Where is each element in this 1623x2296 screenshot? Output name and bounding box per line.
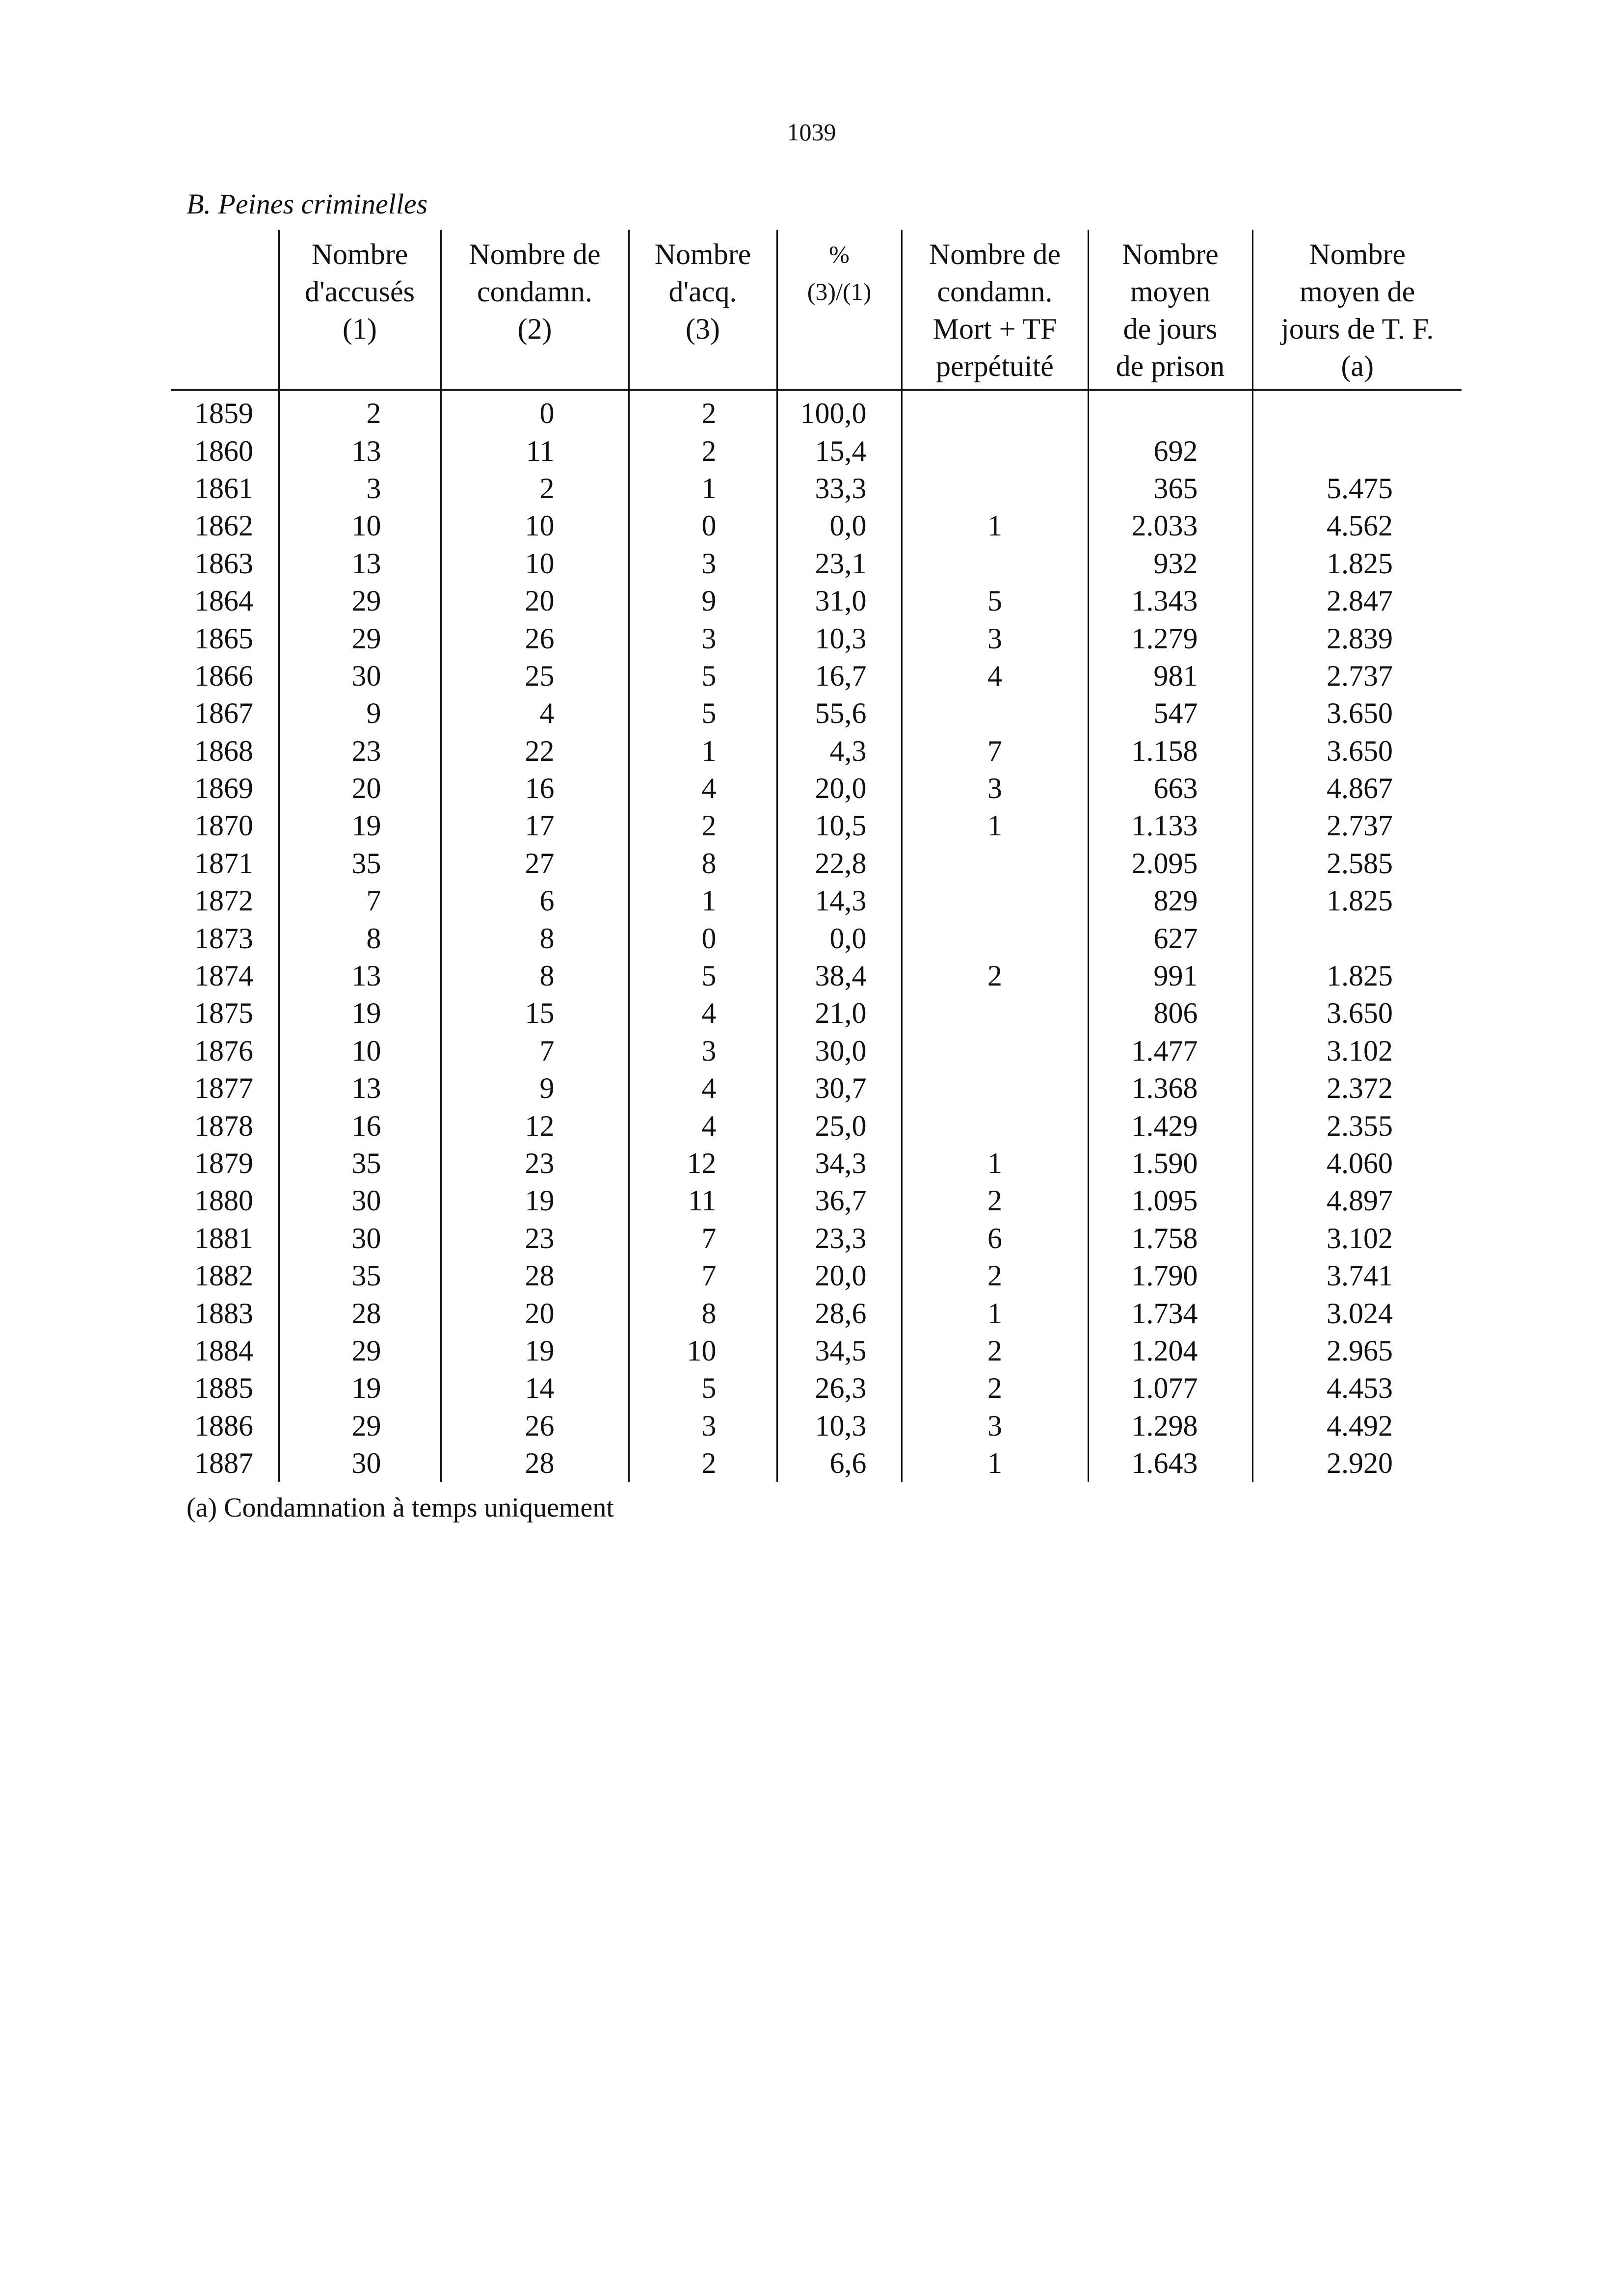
cell-nombre-acquittes: 5	[629, 1369, 777, 1407]
cell-pourcentage: 4,3	[777, 732, 902, 770]
cell-jours-tf	[1252, 390, 1462, 432]
table-row	[171, 770, 1462, 807]
cell-nombre-accuses: 16	[279, 1107, 441, 1144]
cell-jours-tf: 2.737	[1252, 807, 1462, 844]
section-title: B. Peines criminelles	[186, 188, 428, 220]
cell-jours-prison: 806	[1088, 994, 1252, 1032]
footnote: (a) Condamnation à temps uniquement	[186, 1493, 614, 1523]
table-row	[171, 845, 1462, 882]
cell-nombre-condamnes: 27	[441, 845, 629, 882]
cell-nombre-accuses: 30	[279, 1444, 441, 1482]
cell-mort-tf-perpetuite	[902, 994, 1088, 1032]
cell-year: 1864	[194, 585, 253, 617]
table-row	[171, 1294, 1462, 1332]
cell-year: 1870	[194, 809, 253, 842]
cell-year: 1859	[194, 397, 253, 430]
cell-nombre-accuses: 29	[279, 1332, 441, 1369]
cell-nombre-accuses: 3	[279, 470, 441, 507]
cell-year: 1875	[194, 997, 253, 1030]
cell-pourcentage: 6,6	[777, 1444, 902, 1482]
cell-nombre-condamnes: 12	[441, 1107, 629, 1144]
cell-jours-prison: 365	[1088, 470, 1252, 507]
cell-pourcentage: 38,4	[777, 957, 902, 994]
cell-jours-tf: 2.355	[1252, 1107, 1462, 1144]
cell-mort-tf-perpetuite: 2	[902, 1332, 1088, 1369]
table-row	[171, 619, 1462, 657]
cell-pourcentage: 100,0	[777, 390, 902, 432]
cell-jours-tf: 3.650	[1252, 694, 1462, 732]
cell-nombre-condamnes: 10	[441, 507, 629, 544]
table-row	[171, 582, 1462, 619]
cell-nombre-acquittes: 5	[629, 957, 777, 994]
cell-year: 1871	[194, 847, 253, 880]
header-pourcentage: % (3)/(1)	[777, 230, 902, 390]
cell-mort-tf-perpetuite	[902, 470, 1088, 507]
cell-nombre-accuses: 23	[279, 732, 441, 770]
cell-pourcentage: 21,0	[777, 994, 902, 1032]
cell-year: 1873	[194, 922, 253, 955]
cell-pourcentage: 15,4	[777, 432, 902, 469]
table-row	[171, 1407, 1462, 1444]
cell-pourcentage: 16,7	[777, 657, 902, 694]
cell-year: 1874	[194, 960, 253, 992]
cell-pourcentage: 10,5	[777, 807, 902, 844]
table-row	[171, 507, 1462, 544]
cell-pourcentage: 22,8	[777, 845, 902, 882]
cell-nombre-accuses: 30	[279, 657, 441, 694]
cell-jours-prison: 1.477	[1088, 1032, 1252, 1069]
cell-nombre-acquittes: 11	[629, 1182, 777, 1219]
cell-jours-prison: 1.590	[1088, 1145, 1252, 1182]
cell-year: 1866	[194, 659, 253, 692]
cell-jours-tf: 1.825	[1252, 545, 1462, 582]
cell-nombre-accuses: 10	[279, 1032, 441, 1069]
cell-nombre-acquittes: 4	[629, 770, 777, 807]
cell-jours-tf: 4.562	[1252, 507, 1462, 544]
cell-jours-prison: 1.343	[1088, 582, 1252, 619]
table-row	[171, 1145, 1462, 1182]
cell-nombre-acquittes: 2	[629, 1444, 777, 1482]
cell-jours-tf: 3.102	[1252, 1032, 1462, 1069]
cell-nombre-condamnes: 11	[441, 432, 629, 469]
cell-mort-tf-perpetuite: 1	[902, 1294, 1088, 1332]
cell-nombre-acquittes: 2	[629, 390, 777, 432]
table-row	[171, 1444, 1462, 1482]
table-row	[171, 390, 1462, 432]
cell-year: 1885	[194, 1372, 253, 1405]
cell-nombre-acquittes: 4	[629, 1107, 777, 1144]
table-row	[171, 807, 1462, 844]
cell-nombre-accuses: 28	[279, 1294, 441, 1332]
cell-nombre-acquittes: 2	[629, 807, 777, 844]
cell-nombre-acquittes: 8	[629, 845, 777, 882]
cell-year: 1884	[194, 1334, 253, 1367]
cell-jours-tf: 4.867	[1252, 770, 1462, 807]
table-row	[171, 432, 1462, 469]
cell-year: 1887	[194, 1447, 253, 1480]
cell-year: 1876	[194, 1034, 253, 1067]
cell-nombre-acquittes: 3	[629, 1032, 777, 1069]
cell-nombre-acquittes: 3	[629, 619, 777, 657]
cell-year: 1886	[194, 1409, 253, 1442]
header-mort-tf-perpetuite: Nombre de condamn. Mort + TF perpétuité	[902, 230, 1088, 390]
cell-year: 1868	[194, 734, 253, 767]
page-number: 1039	[787, 118, 836, 146]
table-row	[171, 1220, 1462, 1257]
cell-mort-tf-perpetuite: 4	[902, 657, 1088, 694]
table-row	[171, 1107, 1462, 1144]
cell-mort-tf-perpetuite	[902, 1107, 1088, 1144]
cell-jours-prison: 1.279	[1088, 619, 1252, 657]
cell-jours-tf	[1252, 432, 1462, 469]
cell-jours-prison: 981	[1088, 657, 1252, 694]
cell-jours-tf: 2.847	[1252, 582, 1462, 619]
cell-nombre-condamnes: 23	[441, 1220, 629, 1257]
cell-nombre-condamnes: 26	[441, 619, 629, 657]
cell-jours-tf: 3.024	[1252, 1294, 1462, 1332]
cell-pourcentage: 10,3	[777, 619, 902, 657]
cell-nombre-accuses: 8	[279, 919, 441, 957]
cell-nombre-acquittes: 12	[629, 1145, 777, 1182]
cell-year: 1867	[194, 697, 253, 730]
cell-pourcentage: 34,3	[777, 1145, 902, 1182]
cell-nombre-accuses: 13	[279, 432, 441, 469]
cell-jours-prison: 1.429	[1088, 1107, 1252, 1144]
cell-mort-tf-perpetuite: 3	[902, 770, 1088, 807]
cell-mort-tf-perpetuite: 3	[902, 1407, 1088, 1444]
table-row	[171, 545, 1462, 582]
table-row	[171, 1369, 1462, 1407]
cell-nombre-acquittes: 1	[629, 470, 777, 507]
cell-mort-tf-perpetuite: 2	[902, 1369, 1088, 1407]
cell-nombre-acquittes: 4	[629, 994, 777, 1032]
cell-nombre-condamnes: 23	[441, 1145, 629, 1182]
cell-nombre-acquittes: 9	[629, 582, 777, 619]
cell-year: 1860	[194, 434, 253, 467]
cell-nombre-acquittes: 1	[629, 882, 777, 919]
header-jours-prison: Nombre moyen de jours de prison	[1088, 230, 1252, 390]
cell-jours-prison: 1.643	[1088, 1444, 1252, 1482]
cell-nombre-acquittes: 10	[629, 1332, 777, 1369]
cell-mort-tf-perpetuite: 7	[902, 732, 1088, 770]
header-nombre-condamnes: Nombre de condamn. (2)	[441, 230, 629, 390]
header-nombre-acquittes: Nombre d'acq. (3)	[629, 230, 777, 390]
cell-nombre-condamnes: 28	[441, 1257, 629, 1294]
cell-year: 1877	[194, 1072, 253, 1105]
header-year	[171, 230, 279, 390]
cell-mort-tf-perpetuite	[902, 845, 1088, 882]
cell-nombre-acquittes: 0	[629, 507, 777, 544]
cell-nombre-condamnes: 0	[441, 390, 629, 432]
cell-year: 1861	[194, 472, 253, 505]
cell-year: 1883	[194, 1297, 253, 1330]
cell-nombre-accuses: 35	[279, 1145, 441, 1182]
cell-year: 1881	[194, 1222, 253, 1255]
cell-nombre-accuses: 29	[279, 582, 441, 619]
cell-jours-tf: 1.825	[1252, 957, 1462, 994]
cell-pourcentage: 10,3	[777, 1407, 902, 1444]
cell-jours-tf: 2.372	[1252, 1069, 1462, 1107]
cell-nombre-acquittes: 3	[629, 1407, 777, 1444]
cell-mort-tf-perpetuite: 2	[902, 1257, 1088, 1294]
cell-pourcentage: 0,0	[777, 507, 902, 544]
cell-nombre-condamnes: 9	[441, 1069, 629, 1107]
table-row	[171, 657, 1462, 694]
cell-nombre-condamnes: 26	[441, 1407, 629, 1444]
cell-nombre-accuses: 13	[279, 1069, 441, 1107]
cell-pourcentage: 23,1	[777, 545, 902, 582]
cell-nombre-accuses: 9	[279, 694, 441, 732]
cell-jours-prison: 829	[1088, 882, 1252, 919]
cell-nombre-condamnes: 17	[441, 807, 629, 844]
cell-jours-tf: 2.585	[1252, 845, 1462, 882]
cell-jours-prison: 1.758	[1088, 1220, 1252, 1257]
cell-nombre-acquittes: 1	[629, 732, 777, 770]
cell-pourcentage: 33,3	[777, 470, 902, 507]
cell-nombre-condamnes: 19	[441, 1332, 629, 1369]
table-row	[171, 694, 1462, 732]
cell-jours-prison: 547	[1088, 694, 1252, 732]
cell-jours-prison: 1.298	[1088, 1407, 1252, 1444]
cell-jours-tf: 3.650	[1252, 994, 1462, 1032]
cell-nombre-condamnes: 2	[441, 470, 629, 507]
cell-nombre-condamnes: 20	[441, 1294, 629, 1332]
cell-nombre-accuses: 35	[279, 1257, 441, 1294]
header-nombre-accuses: Nombre d'accusés (1)	[279, 230, 441, 390]
cell-nombre-acquittes: 3	[629, 545, 777, 582]
cell-nombre-accuses: 19	[279, 1369, 441, 1407]
cell-jours-tf: 3.102	[1252, 1220, 1462, 1257]
cell-mort-tf-perpetuite	[902, 1032, 1088, 1069]
peines-criminelles-table	[171, 230, 1462, 1482]
cell-nombre-condamnes: 25	[441, 657, 629, 694]
cell-year: 1879	[194, 1147, 253, 1179]
cell-jours-prison: 1.133	[1088, 807, 1252, 844]
cell-jours-tf: 2.965	[1252, 1332, 1462, 1369]
cell-mort-tf-perpetuite: 2	[902, 1182, 1088, 1219]
table-row	[171, 1182, 1462, 1219]
cell-pourcentage: 55,6	[777, 694, 902, 732]
cell-mort-tf-perpetuite	[902, 432, 1088, 469]
header-jours-tf: Nombre moyen de jours de T. F. (a)	[1252, 230, 1462, 390]
cell-pourcentage: 34,5	[777, 1332, 902, 1369]
cell-year: 1869	[194, 772, 253, 805]
cell-nombre-condamnes: 8	[441, 957, 629, 994]
cell-nombre-condamnes: 10	[441, 545, 629, 582]
table-row	[171, 1332, 1462, 1369]
cell-nombre-condamnes: 4	[441, 694, 629, 732]
cell-pourcentage: 31,0	[777, 582, 902, 619]
cell-nombre-acquittes: 0	[629, 919, 777, 957]
table-row	[171, 994, 1462, 1032]
cell-mort-tf-perpetuite	[902, 1069, 1088, 1107]
cell-nombre-condamnes: 7	[441, 1032, 629, 1069]
cell-jours-prison: 1.734	[1088, 1294, 1252, 1332]
cell-pourcentage: 30,0	[777, 1032, 902, 1069]
cell-nombre-acquittes: 7	[629, 1220, 777, 1257]
cell-mort-tf-perpetuite	[902, 694, 1088, 732]
cell-pourcentage: 28,6	[777, 1294, 902, 1332]
cell-pourcentage: 14,3	[777, 882, 902, 919]
cell-jours-prison: 1.077	[1088, 1369, 1252, 1407]
cell-jours-tf: 3.650	[1252, 732, 1462, 770]
cell-jours-prison: 2.033	[1088, 507, 1252, 544]
cell-jours-tf: 4.060	[1252, 1145, 1462, 1182]
cell-nombre-accuses: 30	[279, 1182, 441, 1219]
cell-jours-prison: 1.368	[1088, 1069, 1252, 1107]
cell-mort-tf-perpetuite: 3	[902, 619, 1088, 657]
table-row	[171, 957, 1462, 994]
cell-nombre-condamnes: 22	[441, 732, 629, 770]
cell-nombre-acquittes: 4	[629, 1069, 777, 1107]
cell-mort-tf-perpetuite: 1	[902, 807, 1088, 844]
cell-nombre-accuses: 2	[279, 390, 441, 432]
table-row	[171, 1032, 1462, 1069]
cell-nombre-condamnes: 6	[441, 882, 629, 919]
cell-jours-prison: 1.158	[1088, 732, 1252, 770]
cell-year: 1880	[194, 1184, 253, 1217]
cell-mort-tf-perpetuite: 6	[902, 1220, 1088, 1257]
cell-year: 1863	[194, 547, 253, 580]
cell-nombre-condamnes: 15	[441, 994, 629, 1032]
cell-jours-prison: 692	[1088, 432, 1252, 469]
cell-nombre-accuses: 35	[279, 845, 441, 882]
cell-year: 1862	[194, 509, 253, 542]
cell-pourcentage: 0,0	[777, 919, 902, 957]
cell-jours-prison: 1.095	[1088, 1182, 1252, 1219]
table-row	[171, 1257, 1462, 1294]
cell-nombre-condamnes: 8	[441, 919, 629, 957]
cell-nombre-accuses: 7	[279, 882, 441, 919]
cell-jours-prison: 932	[1088, 545, 1252, 582]
cell-year: 1872	[194, 884, 253, 917]
table-row	[171, 470, 1462, 507]
cell-jours-prison: 1.790	[1088, 1257, 1252, 1294]
cell-jours-tf: 2.920	[1252, 1444, 1462, 1482]
cell-nombre-accuses: 29	[279, 619, 441, 657]
cell-jours-prison: 627	[1088, 919, 1252, 957]
cell-nombre-accuses: 19	[279, 807, 441, 844]
cell-nombre-acquittes: 2	[629, 432, 777, 469]
cell-mort-tf-perpetuite: 2	[902, 957, 1088, 994]
cell-pourcentage: 36,7	[777, 1182, 902, 1219]
cell-nombre-accuses: 30	[279, 1220, 441, 1257]
cell-jours-prison: 991	[1088, 957, 1252, 994]
cell-nombre-condamnes: 20	[441, 582, 629, 619]
cell-nombre-accuses: 29	[279, 1407, 441, 1444]
table-body	[171, 390, 1462, 1482]
cell-pourcentage: 25,0	[777, 1107, 902, 1144]
cell-mort-tf-perpetuite: 1	[902, 1444, 1088, 1482]
table-row	[171, 882, 1462, 919]
cell-mort-tf-perpetuite: 1	[902, 507, 1088, 544]
cell-year: 1882	[194, 1259, 253, 1292]
cell-pourcentage: 26,3	[777, 1369, 902, 1407]
cell-pourcentage: 20,0	[777, 1257, 902, 1294]
cell-year: 1865	[194, 622, 253, 655]
cell-jours-prison: 1.204	[1088, 1332, 1252, 1369]
cell-nombre-accuses: 10	[279, 507, 441, 544]
cell-pourcentage: 23,3	[777, 1220, 902, 1257]
cell-jours-tf: 1.825	[1252, 882, 1462, 919]
cell-jours-prison: 2.095	[1088, 845, 1252, 882]
cell-nombre-condamnes: 28	[441, 1444, 629, 1482]
cell-nombre-accuses: 13	[279, 957, 441, 994]
table-row	[171, 1069, 1462, 1107]
cell-nombre-acquittes: 5	[629, 694, 777, 732]
cell-nombre-acquittes: 7	[629, 1257, 777, 1294]
cell-jours-tf	[1252, 919, 1462, 957]
cell-mort-tf-perpetuite	[902, 545, 1088, 582]
cell-jours-tf: 2.839	[1252, 619, 1462, 657]
cell-nombre-acquittes: 5	[629, 657, 777, 694]
cell-jours-tf: 4.897	[1252, 1182, 1462, 1219]
cell-nombre-accuses: 13	[279, 545, 441, 582]
cell-jours-tf: 4.453	[1252, 1369, 1462, 1407]
cell-jours-prison: 663	[1088, 770, 1252, 807]
cell-nombre-condamnes: 16	[441, 770, 629, 807]
cell-jours-tf: 3.741	[1252, 1257, 1462, 1294]
cell-mort-tf-perpetuite	[902, 390, 1088, 432]
cell-nombre-condamnes: 14	[441, 1369, 629, 1407]
cell-pourcentage: 30,7	[777, 1069, 902, 1107]
table-row	[171, 919, 1462, 957]
cell-nombre-acquittes: 8	[629, 1294, 777, 1332]
cell-nombre-accuses: 19	[279, 994, 441, 1032]
cell-nombre-condamnes: 19	[441, 1182, 629, 1219]
cell-year: 1878	[194, 1109, 253, 1142]
cell-nombre-accuses: 20	[279, 770, 441, 807]
table-header-row	[171, 230, 1462, 390]
table-row	[171, 732, 1462, 770]
cell-jours-tf: 2.737	[1252, 657, 1462, 694]
cell-jours-prison	[1088, 390, 1252, 432]
cell-mort-tf-perpetuite	[902, 919, 1088, 957]
cell-mort-tf-perpetuite: 5	[902, 582, 1088, 619]
cell-mort-tf-perpetuite: 1	[902, 1145, 1088, 1182]
cell-jours-tf: 4.492	[1252, 1407, 1462, 1444]
cell-jours-tf: 5.475	[1252, 470, 1462, 507]
cell-mort-tf-perpetuite	[902, 882, 1088, 919]
cell-pourcentage: 20,0	[777, 770, 902, 807]
